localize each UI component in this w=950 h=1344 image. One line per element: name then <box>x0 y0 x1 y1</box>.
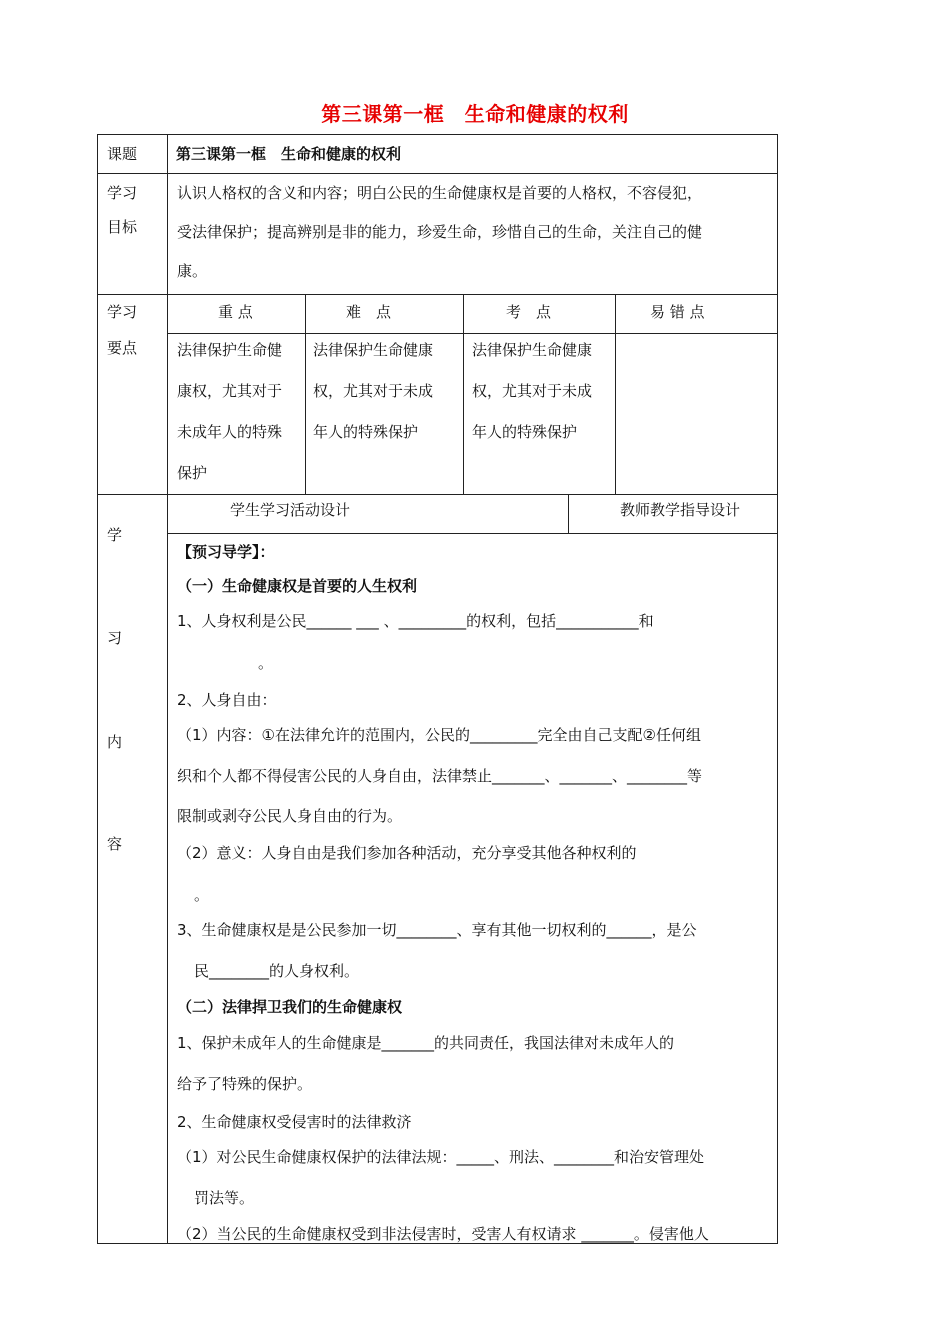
content-line: 2、人身自由： <box>177 691 277 709</box>
content-side-char: 学 <box>107 526 123 544</box>
points-exam-line: 年人的特殊保护 <box>472 423 578 441</box>
content-line: （2）当公民的生命健康权受到非法侵害时，受害人有权请求 _______。侵害他人 <box>177 1225 709 1243</box>
goals-text-line: 受法律保护；提高辨别是非的能力，珍爱生命，珍惜自己的生命，关注自己的健 <box>177 223 703 241</box>
points-difficult-line: 权，尤其对于未成 <box>313 382 434 400</box>
content-line: 1、保护未成年人的生命健康是_______的共同责任，我国法律对未成年人的 <box>177 1034 675 1052</box>
row-divider <box>97 494 778 495</box>
document-title: 第三课第一框 生命和健康的权利 <box>321 102 629 126</box>
content-line: 1、人身权利是公民______ ___ 、_________的权利，包括___________和 <box>177 612 654 630</box>
goals-label-line2: 目标 <box>107 218 138 236</box>
points-header-error-prone: 易 错 点 <box>650 303 705 321</box>
points-key-line: 保护 <box>177 464 208 482</box>
content-line: 给予了特殊的保护。 <box>177 1075 313 1093</box>
points-label-line2: 要点 <box>107 339 138 357</box>
column-divider <box>305 294 306 494</box>
points-header-difficult: 难 点 <box>346 303 392 321</box>
content-line: 3、生命健康权是是公民参加一切________、享有其他一切权利的______，是公 <box>177 921 697 939</box>
content-line: （2）意义：人身自由是我们参加各种活动，充分享受其他各种权利的 <box>177 844 637 862</box>
content-line: 2、生命健康权受侵害时的法律救济 <box>177 1113 412 1131</box>
points-key-line: 未成年人的特殊 <box>177 423 283 441</box>
row-divider <box>97 294 778 295</box>
column-divider <box>615 294 616 494</box>
topic-value: 第三课第一框 生命和健康的权利 <box>176 145 402 163</box>
column-divider <box>463 294 464 494</box>
content-line: 罚法等。 <box>194 1189 255 1207</box>
row-divider <box>167 333 778 334</box>
column-divider <box>568 494 569 533</box>
content-line: 【预习导学】： <box>177 543 275 561</box>
points-key-line: 康权，尤其对于 <box>177 382 283 400</box>
label-column-divider <box>167 134 168 1244</box>
points-header-exam: 考 点 <box>506 303 552 321</box>
content-line: 。 <box>194 886 210 904</box>
content-line: （1）内容：①在法律允许的范围内，公民的_________完全由自己支配②任何组 <box>177 726 701 744</box>
goals-label-line1: 学习 <box>107 184 138 202</box>
content-side-char: 习 <box>107 629 123 647</box>
points-key-line: 法律保护生命健 <box>177 341 283 359</box>
content-line: （一）生命健康权是首要的人生权利 <box>177 577 418 595</box>
content-line: 民________的人身权利。 <box>194 962 360 980</box>
goals-text-line: 认识人格权的含义和内容；明白公民的生命健康权是首要的人格权，不容侵犯， <box>177 184 703 202</box>
points-difficult-line: 法律保护生命健康 <box>313 341 434 359</box>
points-difficult-line: 年人的特殊保护 <box>313 423 419 441</box>
student-activity-header: 学生学习活动设计 <box>230 501 351 519</box>
teacher-guidance-header: 教师教学指导设计 <box>620 501 741 519</box>
topic-label: 课题 <box>107 145 138 163</box>
points-header-key: 重 点 <box>218 303 253 321</box>
content-line: 。 <box>258 654 274 672</box>
content-side-char: 内 <box>107 733 123 751</box>
content-side-char: 容 <box>107 835 123 853</box>
content-line: （二）法律捍卫我们的生命健康权 <box>177 998 403 1016</box>
points-label-line1: 学习 <box>107 303 138 321</box>
content-line: 限制或剥夺公民人身自由的行为。 <box>177 807 403 825</box>
points-exam-line: 权，尤其对于未成 <box>472 382 593 400</box>
goals-text-line: 康。 <box>177 262 208 280</box>
row-divider <box>167 533 778 534</box>
row-divider <box>97 173 778 174</box>
content-line: 织和个人都不得侵害公民的人身自由，法律禁止_______、_______、________等 <box>177 767 703 785</box>
points-exam-line: 法律保护生命健康 <box>472 341 593 359</box>
content-line: （1）对公民生命健康权保护的法律法规：_____、刑法、________和治安管理处 <box>177 1148 705 1166</box>
